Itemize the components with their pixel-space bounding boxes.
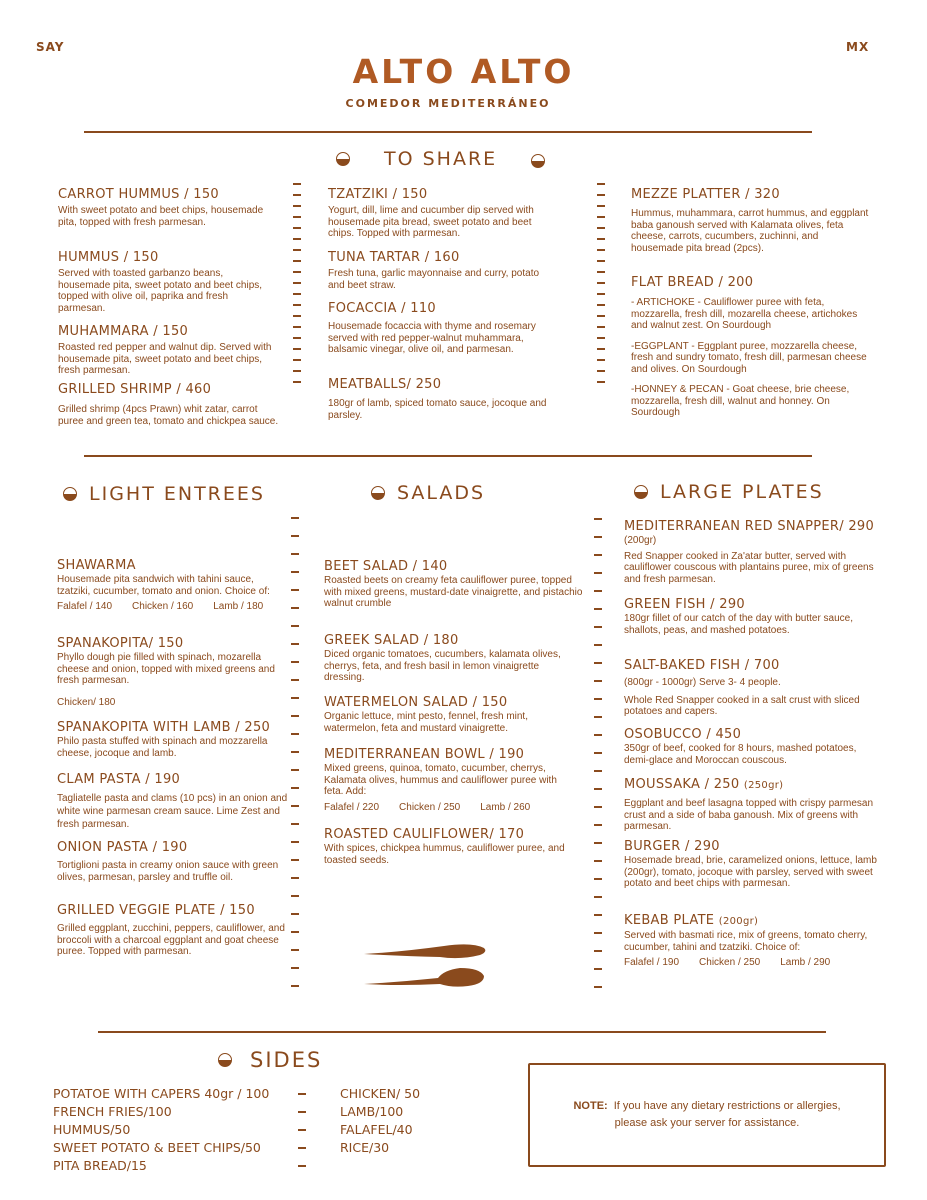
corner-label-left: SAY bbox=[36, 40, 65, 54]
item-name: KEBAB PLATE bbox=[624, 913, 715, 928]
item-description: Yogurt, dill, lime and cucumber dip served with housemade pita bread, sweet potato and beet chips. Topped with parmesan. bbox=[328, 205, 534, 239]
menu-item bbox=[57, 557, 289, 612]
sides-list-right bbox=[340, 1085, 420, 1157]
dash-mark bbox=[293, 381, 301, 383]
divider bbox=[84, 131, 812, 133]
item-options bbox=[324, 802, 569, 813]
side-item: FALAFEL/40 bbox=[340, 1122, 413, 1137]
item-description: Eggplant and beef lasagna topped with crispy parmesan crust and a side of baba ganoush. Mix of greens with parmesan. bbox=[624, 798, 874, 832]
item-description: Mixed greens, quinoa, tomato, cucumber, cherrys, Kalamata olives, hummus and cauliflower puree with feta. Add: bbox=[324, 763, 557, 797]
dash-mark bbox=[594, 698, 602, 700]
dash-mark bbox=[597, 227, 605, 229]
dash-mark bbox=[291, 553, 299, 555]
dash-mark bbox=[594, 860, 602, 862]
dash-mark bbox=[293, 271, 301, 273]
half-circle-icon bbox=[634, 485, 648, 499]
menu-item bbox=[624, 596, 874, 636]
menu-item bbox=[324, 632, 569, 684]
dash-mark bbox=[291, 517, 299, 519]
item-description: Hosemade bread, brie, caramelized onions, lettuce, lamb (200gr), tomato, jocoque with parsley, served with sweet potato and beet chips with parmesan. bbox=[624, 855, 877, 889]
dash-mark bbox=[594, 752, 602, 754]
dash-mark bbox=[291, 733, 299, 735]
side-item: PITA BREAD/15 bbox=[53, 1158, 147, 1173]
section-title-salads bbox=[371, 482, 485, 504]
item-name: SPANAKOPITA WITH LAMB / 250 bbox=[57, 720, 271, 735]
item-description: Grilled shrimp (4pcs Prawn) whit zatar, carrot puree and green tea, tomato and chickpea sauce. bbox=[58, 404, 279, 427]
dash-mark bbox=[291, 607, 299, 609]
item-variant: -HONNEY & PECAN - Goat cheese, brie cheese, mozzarella, fresh dill, walnut and honney. On Sourdough bbox=[631, 384, 850, 418]
dash-mark bbox=[597, 271, 605, 273]
side-item: SWEET POTATO & BEET CHIPS/50 bbox=[53, 1140, 261, 1155]
item-name: HUMMUS / 150 bbox=[58, 250, 159, 265]
section-title-light-entrees bbox=[63, 483, 265, 505]
dash-mark bbox=[298, 1165, 306, 1167]
dash-mark bbox=[293, 194, 301, 196]
menu-item bbox=[324, 746, 569, 813]
half-circle-icon bbox=[336, 152, 350, 166]
dash-mark bbox=[291, 679, 299, 681]
menu-item bbox=[57, 839, 289, 883]
dash-mark bbox=[291, 859, 299, 861]
item-description: Philo pasta stuffed with spinach and mozzarella cheese, jocoque and lamb. bbox=[57, 736, 268, 759]
item-name: BEET SALAD / 140 bbox=[324, 559, 448, 574]
corner-label-right: MX bbox=[846, 40, 870, 54]
dash-mark bbox=[291, 895, 299, 897]
item-options bbox=[57, 601, 289, 612]
dash-mark bbox=[291, 643, 299, 645]
menu-item bbox=[58, 323, 278, 377]
item-name: ONION PASTA / 190 bbox=[57, 840, 188, 855]
dash-mark bbox=[594, 986, 602, 988]
dash-mark bbox=[594, 842, 602, 844]
section-title-to-share bbox=[336, 148, 545, 170]
section-label: SALADS bbox=[397, 482, 486, 504]
item-name: BURGER / 290 bbox=[624, 839, 720, 854]
item-weight: (800gr - 1000gr) Serve 3- 4 people. bbox=[624, 677, 781, 688]
divider bbox=[98, 1031, 826, 1033]
menu-item bbox=[328, 249, 558, 291]
dash-mark bbox=[594, 554, 602, 556]
note-text: please ask your server for assistance. bbox=[614, 1117, 800, 1129]
dash-mark bbox=[594, 680, 602, 682]
item-name: MEDITERRANEAN RED SNAPPER/ 290 bbox=[624, 519, 875, 534]
item-name: WATERMELON SALAD / 150 bbox=[324, 695, 508, 710]
dash-mark bbox=[597, 238, 605, 240]
dash-mark bbox=[594, 896, 602, 898]
item-description: Whole Red Snapper cooked in a salt crust with sliced potatoes and capers. bbox=[624, 694, 860, 717]
side-item: FRENCH FRIES/100 bbox=[53, 1104, 172, 1119]
restaurant-logo: ALTO ALTO bbox=[352, 52, 575, 91]
menu-item bbox=[624, 912, 886, 968]
item-name: GREEN FISH / 290 bbox=[624, 597, 745, 612]
dash-mark bbox=[291, 769, 299, 771]
dash-mark bbox=[594, 950, 602, 952]
dash-mark bbox=[293, 293, 301, 295]
dash-mark bbox=[594, 914, 602, 916]
half-circle-icon bbox=[531, 154, 545, 168]
dash-mark bbox=[291, 571, 299, 573]
dash-mark bbox=[597, 282, 605, 284]
item-variant: - ARTICHOKE - Cauliflower puree with feta, mozzarella, fresh dill, mozarella cheese, artichokes and walnut zest. On Sourdough bbox=[631, 297, 858, 331]
dash-mark bbox=[597, 183, 605, 185]
dash-mark bbox=[291, 661, 299, 663]
dash-mark bbox=[594, 716, 602, 718]
dash-mark bbox=[293, 370, 301, 372]
side-item: LAMB/100 bbox=[340, 1104, 404, 1119]
menu-item bbox=[57, 771, 289, 831]
dash-mark bbox=[293, 216, 301, 218]
dash-mark bbox=[597, 326, 605, 328]
item-name: MEZZE PLATTER / 320 bbox=[631, 187, 780, 202]
dash-mark bbox=[597, 359, 605, 361]
item-description: Diced organic tomatoes, cucumbers, kalamata olives, cherrys, feta, and fresh basil in lemon vinaigrette dressing. bbox=[324, 649, 561, 683]
dash-mark bbox=[597, 370, 605, 372]
option-price: Falafel / 220 bbox=[324, 801, 380, 813]
item-weight: (250gr) bbox=[743, 780, 784, 791]
menu-item bbox=[58, 381, 280, 427]
item-description: Housemade pita sandwich with tahini sauce, tzatziki, cucumber, tomato and onion. Choice of: bbox=[57, 574, 270, 597]
half-circle-icon bbox=[218, 1053, 232, 1067]
dash-mark bbox=[291, 967, 299, 969]
dash-mark bbox=[298, 1129, 306, 1131]
item-name: MEATBALLS/ 250 bbox=[328, 377, 442, 392]
dash-mark bbox=[291, 877, 299, 879]
menu-item bbox=[58, 186, 278, 228]
menu-item bbox=[624, 726, 882, 766]
dash-mark bbox=[594, 626, 602, 628]
dash-mark bbox=[293, 249, 301, 251]
menu-item bbox=[624, 776, 882, 833]
dash-mark bbox=[597, 337, 605, 339]
dash-mark bbox=[597, 348, 605, 350]
side-item: CHICKEN/ 50 bbox=[340, 1086, 421, 1101]
dash-mark bbox=[597, 304, 605, 306]
dash-mark bbox=[298, 1093, 306, 1095]
menu-item bbox=[631, 274, 871, 419]
item-name: GRILLED SHRIMP / 460 bbox=[58, 382, 212, 397]
item-name: SALT-BAKED FISH / 700 bbox=[624, 658, 780, 673]
half-circle-icon bbox=[371, 486, 385, 500]
menu-item bbox=[624, 838, 882, 890]
option-price: Lamb / 290 bbox=[780, 957, 831, 968]
menu-item bbox=[328, 376, 573, 421]
option-price: Chicken / 250 bbox=[699, 957, 761, 968]
dash-mark bbox=[291, 697, 299, 699]
menu-item bbox=[324, 826, 569, 866]
dash-mark bbox=[293, 326, 301, 328]
menu-item bbox=[631, 186, 871, 254]
option-price: Falafel / 140 bbox=[57, 601, 113, 612]
dash-mark bbox=[291, 913, 299, 915]
item-description: Fresh tuna, garlic mayonnaise and curry, potato and beet straw. bbox=[328, 268, 540, 291]
sides-list-left bbox=[53, 1085, 269, 1175]
item-description: Roasted beets on creamy feta cauliflower puree, topped with mixed greens, mustard-date vinaigrette, and pistachio walnut crumble bbox=[324, 575, 583, 609]
item-name: FLAT BREAD / 200 bbox=[631, 275, 754, 290]
dash-mark bbox=[594, 662, 602, 664]
dash-mark bbox=[293, 348, 301, 350]
section-title-sides bbox=[218, 1048, 322, 1072]
item-name: SHAWARMA bbox=[57, 558, 136, 573]
menu-item bbox=[624, 657, 874, 718]
dash-mark bbox=[597, 194, 605, 196]
dash-mark bbox=[293, 359, 301, 361]
section-title-large-plates bbox=[634, 481, 824, 503]
dash-mark bbox=[293, 227, 301, 229]
dash-mark bbox=[293, 260, 301, 262]
item-name: GRILLED VEGGIE PLATE / 150 bbox=[57, 903, 255, 918]
dash-mark bbox=[597, 216, 605, 218]
item-description: Served with toasted garbanzo beans, housemade pita, sweet potato and beet chips, topped with olive oil, paprika and fresh parmesan. bbox=[58, 268, 263, 314]
dash-mark bbox=[597, 260, 605, 262]
item-name: GREEK SALAD / 180 bbox=[324, 633, 459, 648]
dash-mark bbox=[291, 931, 299, 933]
allergy-note bbox=[528, 1063, 886, 1167]
side-item: HUMMUS/50 bbox=[53, 1122, 131, 1137]
menu-item bbox=[624, 518, 882, 585]
item-variant: -EGGPLANT - Eggplant puree, mozzarella cheese, fresh and sundry tomato, fresh dill, parmesan cheese and olives. On Sourdough bbox=[631, 340, 867, 375]
side-item: RICE/30 bbox=[340, 1140, 390, 1155]
option-price: Chicken / 160 bbox=[132, 601, 194, 612]
menu-item bbox=[57, 635, 289, 708]
dash-mark bbox=[594, 608, 602, 610]
dash-mark bbox=[594, 932, 602, 934]
side-item: POTATOE WITH CAPERS 40gr / 100 bbox=[53, 1086, 270, 1101]
item-name: MEDITERRANEAN BOWL / 190 bbox=[324, 747, 525, 762]
item-description: With sweet potato and beet chips, housemade pita, topped with fresh parmesan. bbox=[58, 205, 264, 228]
menu-item bbox=[58, 249, 278, 314]
dash-mark bbox=[291, 805, 299, 807]
dash-mark bbox=[293, 205, 301, 207]
dash-mark bbox=[594, 770, 602, 772]
item-description: Tagliatelle pasta and clams (10 pcs) in an onion and white wine parmesan cream sauce. Lime Zest and fresh parmesan. bbox=[57, 793, 288, 830]
item-name: TZATZIKI / 150 bbox=[328, 187, 428, 202]
dash-mark bbox=[597, 293, 605, 295]
item-description: 350gr of beef, cooked for 8 hours, mashed potatoes, demi-glace and Moroccan couscous. bbox=[624, 743, 857, 766]
item-name: ROASTED CAULIFLOWER/ 170 bbox=[324, 827, 525, 842]
dash-mark bbox=[594, 824, 602, 826]
item-description: Organic lettuce, mint pesto, fennel, fresh mint, watermelon, feta and mustard vinaigrette. bbox=[324, 711, 528, 734]
section-label: LIGHT ENTREES bbox=[89, 483, 265, 505]
section-label: LARGE PLATES bbox=[660, 481, 824, 503]
item-description: Phyllo dough pie filled with spinach, mozarella cheese and onion, topped with mixed greens and fresh parmesan. bbox=[57, 652, 275, 686]
item-description: Served with basmati rice, mix of greens, tomato cherry, cucumber, tahini and tzatziki. Choice of: bbox=[624, 930, 868, 953]
dash-mark bbox=[291, 751, 299, 753]
item-name: TUNA TARTAR / 160 bbox=[328, 250, 460, 265]
item-options bbox=[57, 697, 289, 708]
option-price: Chicken / 250 bbox=[399, 801, 461, 813]
dash-mark bbox=[291, 535, 299, 537]
dash-mark bbox=[291, 823, 299, 825]
dash-mark bbox=[291, 625, 299, 627]
dash-mark bbox=[291, 841, 299, 843]
item-description: Red Snapper cooked in Za'atar butter, served with cauliflower couscous with plantains puree, mix of greens and fresh parmesan. bbox=[624, 550, 874, 585]
item-description: 180gr of lamb, spiced tomato sauce, jocoque and parsley. bbox=[328, 398, 547, 421]
menu-item bbox=[324, 694, 574, 734]
dash-mark bbox=[293, 238, 301, 240]
dash-mark bbox=[291, 787, 299, 789]
dash-mark bbox=[293, 282, 301, 284]
option-price: Lamb / 260 bbox=[480, 801, 531, 813]
item-name: CLAM PASTA / 190 bbox=[57, 772, 181, 787]
item-weight: (200gr) bbox=[718, 916, 759, 927]
menu-item bbox=[324, 558, 586, 610]
item-description: 180gr fillet of our catch of the day with butter sauce, shallots, peas, and mashed potatoes. bbox=[624, 613, 854, 636]
dash-mark bbox=[291, 985, 299, 987]
dash-mark bbox=[594, 590, 602, 592]
dash-mark bbox=[594, 806, 602, 808]
dash-mark bbox=[594, 536, 602, 538]
item-name: OSOBUCCO / 450 bbox=[624, 727, 742, 742]
dash-mark bbox=[293, 337, 301, 339]
dash-mark bbox=[594, 572, 602, 574]
item-weight: (200gr) bbox=[624, 535, 657, 546]
dash-mark bbox=[291, 949, 299, 951]
item-name: FOCACCIA / 110 bbox=[328, 301, 436, 316]
note-text: If you have any dietary restrictions or allergies, bbox=[613, 1100, 841, 1112]
item-description: Hummus, muhammara, carrot hummus, and eggplant baba ganoush served with Kalamata olives, feta cheese, carrots, cucumbers, zuchinni, and housemade pita bread (2pcs). bbox=[631, 208, 869, 254]
dash-mark bbox=[594, 968, 602, 970]
menu-item bbox=[57, 902, 289, 958]
dash-mark bbox=[594, 878, 602, 880]
dash-mark bbox=[594, 644, 602, 646]
note-label: NOTE: bbox=[573, 1100, 608, 1112]
dash-mark bbox=[594, 788, 602, 790]
restaurant-tagline: COMEDOR MEDITERRÁNEO bbox=[345, 97, 551, 110]
option-price: Falafel / 190 bbox=[624, 957, 680, 968]
divider bbox=[84, 455, 812, 457]
item-name: CARROT HUMMUS / 150 bbox=[58, 187, 219, 202]
dash-mark bbox=[597, 381, 605, 383]
item-description: Housemade focaccia with thyme and rosemary served with red pepper-walnut muhammara, balsamic vinegar, olive oil, and parmesan. bbox=[328, 321, 536, 355]
dash-mark bbox=[291, 715, 299, 717]
item-description: Tortiglioni pasta in creamy onion sauce with green olives, parmesan, parsley and truffle oil. bbox=[57, 860, 279, 883]
option-price: Lamb / 180 bbox=[213, 601, 264, 612]
dash-mark bbox=[293, 183, 301, 185]
menu-item bbox=[57, 719, 289, 759]
menu-item bbox=[328, 300, 558, 356]
section-label: TO SHARE bbox=[384, 148, 498, 170]
item-options bbox=[624, 957, 886, 968]
section-label: SIDES bbox=[250, 1048, 323, 1072]
dash-mark bbox=[291, 589, 299, 591]
option-price: Chicken/ 180 bbox=[57, 696, 116, 708]
item-description: With spices, chickpea hummus, cauliflower puree, and toasted seeds. bbox=[324, 843, 565, 866]
dash-mark bbox=[594, 518, 602, 520]
item-name: MOUSSAKA / 250 bbox=[624, 777, 740, 792]
dash-mark bbox=[597, 315, 605, 317]
dash-mark bbox=[298, 1111, 306, 1113]
menu-item bbox=[328, 186, 558, 240]
dash-mark bbox=[293, 315, 301, 317]
cutlery-icon bbox=[360, 940, 490, 996]
item-name: MUHAMMARA / 150 bbox=[58, 324, 189, 339]
dash-mark bbox=[594, 734, 602, 736]
dash-mark bbox=[293, 304, 301, 306]
item-description: Grilled eggplant, zucchini, peppers, cauliflower, and broccoli with a charcoal eggplant and goat cheese puree. Topped with parmesan. bbox=[57, 923, 285, 957]
half-circle-icon bbox=[63, 487, 77, 501]
dash-mark bbox=[597, 205, 605, 207]
item-name: SPANAKOPITA/ 150 bbox=[57, 636, 184, 651]
dash-mark bbox=[298, 1147, 306, 1149]
item-description: Roasted red pepper and walnut dip. Served with housemade pita, sweet potato and beet chips, fresh parmesan. bbox=[58, 342, 272, 376]
dash-mark bbox=[597, 249, 605, 251]
